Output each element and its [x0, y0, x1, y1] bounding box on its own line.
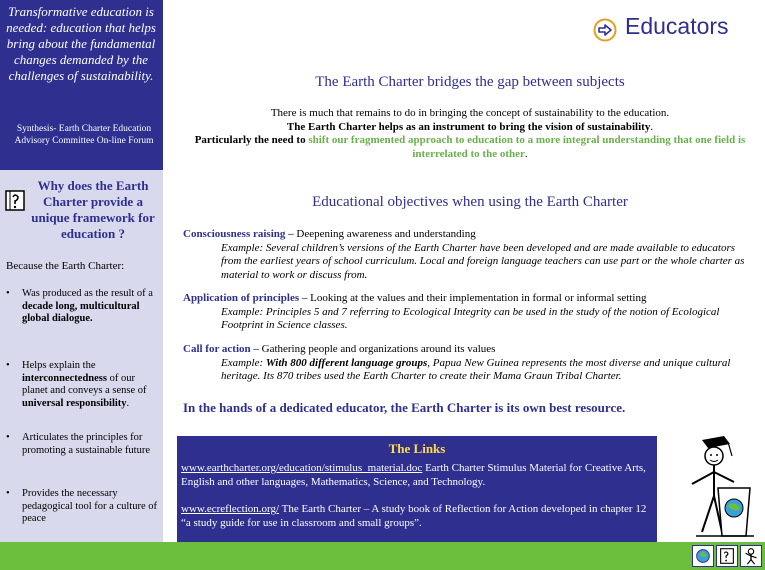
objective-item: Call for action – Gathering people and organizations around its values Example: With 800 different language groups, Papua New Guinea represents the most diverse and unique cultural heritage. Its 870 tribes used the Earth Charter to create their Mama Graun Tribal Charter.: [183, 343, 731, 382]
list-item: • Helps explain the interconnectedness of our planet and conveys a sense of universal responsibility.: [6, 360, 147, 409]
intro-paragraph: There is much that remains to do in bringing the concept of sustainability to the education. The Earth Charter helps as an instrument to bring the vision of sustainability. Particularly the need to shift our fragmented approach to education to a more integral understanding that one field is interrelated to the other.: [194, 107, 746, 160]
objectives-heading: Educational objectives when using the Earth Charter: [312, 194, 628, 210]
because-label: Because the Earth Charter:: [6, 260, 125, 272]
link-entry: www.earthcharter.org/education/stimulus_material.doc Earth Charter Stimulus Material for Creative Arts, English and other languages, Mathematics, Science, and Technology.: [181, 462, 646, 488]
footer-bar: [0, 542, 765, 570]
ecreflection-link[interactable]: www.ecreflection.org/: [181, 503, 280, 515]
highlight-text: shift our fragmented approach to education to a more integral understanding that one field is interrelated to the other: [308, 134, 746, 160]
stimulus-material-link[interactable]: www.earthcharter.org/education/stimulus_material.doc: [181, 462, 423, 474]
closing-statement: In the hands of a dedicated educator, the Earth Charter is its own best resource.: [183, 400, 626, 415]
sidebar-synthesis-credit: Synthesis- Earth Charter Education Advisory Committee On-line Forum: [14, 124, 154, 146]
globe-icon[interactable]: [692, 545, 714, 567]
question-book-icon[interactable]: [716, 545, 738, 567]
link-entry: www.ecreflection.org/ The Earth Charter – A study book of Reflection for Action developed in chapter 12 “a study guide for use in classroom and small groups”.: [181, 503, 647, 529]
list-item: • Articulates the principles for promoting a sustainable future: [6, 432, 151, 456]
list-item: • Was produced as the result of a decade long, multicultural global dialogue.: [6, 288, 153, 324]
question-book-icon: [5, 188, 29, 212]
arrow-circle-icon: [593, 18, 617, 42]
sidebar-quote: Transformative education is needed: education that helps bring about the fundamental changes demanded by the challenges of sustainability.: [6, 4, 156, 83]
objective-item: Consciousness raising – Deepening awareness and understanding Example: Several children’s versions of the Earth Charter have been developed and are made available to educators from the earliest years of school curriculum. Local and foreign language teachers can use part or the whole charter as material to work or discuss from.: [183, 228, 745, 281]
bridge-heading: The Earth Charter bridges the gap between subjects: [315, 74, 625, 90]
why-unique-heading: Why does the Earth Charter provide a unique framework for education ?: [31, 178, 155, 241]
brand-title: Educators: [625, 13, 729, 39]
links-heading: The Links: [388, 441, 446, 456]
list-item: • Provides the necessary pedagogical tool for a culture of peace: [6, 488, 157, 524]
objective-item: Application of principles – Looking at the values and their implementation in formal or informal setting Example: Principles 5 and 7 referring to Ecological Integrity can be used in the study of the notion of Ecological Footprint in Science classes.: [183, 292, 720, 331]
teacher-lectern-illustration: [672, 436, 758, 540]
person-icon[interactable]: [740, 545, 762, 567]
